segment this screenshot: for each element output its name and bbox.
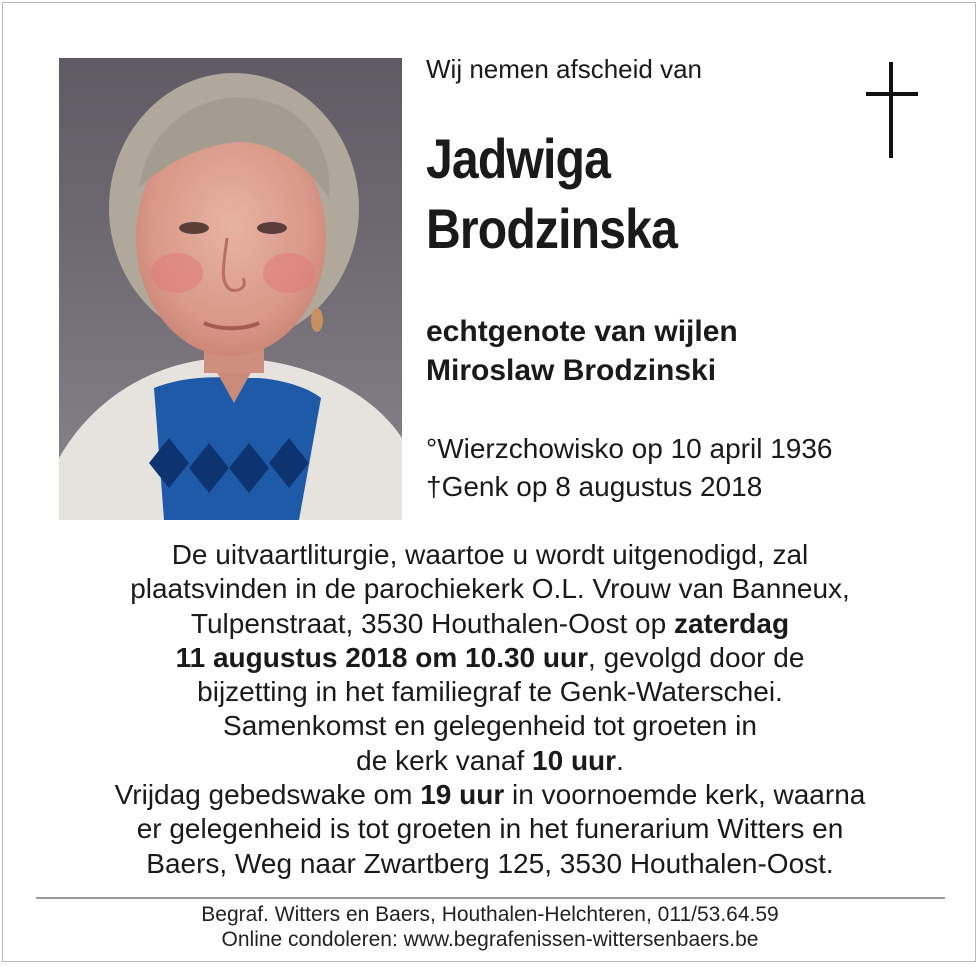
spouse-line-2: Miroslaw Brodzinski — [426, 354, 717, 387]
announcement-line: 11 augustus 2018 om 10.30 uur, gevolgd door de — [175, 641, 805, 673]
deceased-name — [426, 124, 677, 264]
footer — [40, 902, 940, 952]
announcement-line: De uitvaartliturgie, waartoe u wordt uitgenodigd, zal — [171, 539, 809, 570]
funeral-announcement — [40, 538, 940, 881]
death-line — [426, 468, 833, 506]
announcement-line: Baers, Weg naar Zwartberg 125, 3530 Houthalen-Oost. — [146, 847, 834, 879]
announcement-line: de kerk vanaf 10 uur. — [356, 744, 624, 776]
spouse-info — [426, 312, 738, 390]
last-name: Brodzinska — [426, 197, 677, 260]
portrait-illustration — [59, 58, 402, 520]
announcement-line: bijzetting in het familiegraf te Genk-Waterschei. — [197, 676, 783, 708]
dates — [426, 430, 833, 506]
greeting-time: 10 uur — [532, 744, 617, 776]
spouse-line-1: echtgenote van wijlen — [426, 315, 738, 348]
divider — [36, 897, 945, 899]
funeral-day: zaterdag — [673, 607, 790, 639]
funeral-datetime: 11 augustus 2018 om 10.30 uur — [175, 641, 589, 673]
first-name: Jadwiga — [426, 127, 611, 190]
portrait-photo — [59, 58, 402, 520]
announcement-line: er gelegenheid is tot groeten in het funerarium Witters en — [136, 813, 844, 845]
death-text: Genk op 8 augustus 2018 — [441, 471, 763, 502]
announcement-line: plaatsvinden in de parochiekerk O.L. Vrouw van Banneux, — [130, 573, 850, 605]
announcement-line: Tulpenstraat, 3530 Houthalen-Oost op zaterdag — [190, 607, 790, 639]
death-cross-icon: † — [426, 471, 442, 502]
wake-time: 19 uur — [420, 779, 505, 811]
latin-cross-icon — [862, 62, 922, 158]
birth-line: °Wierzchowisko op 10 april 1936 — [426, 433, 833, 464]
announcement-line: Vrijdag gebedswake om 19 uur in voornoemde kerk, waarna — [114, 779, 866, 811]
condolence-line: Online condoleren: www.begrafenissen-wittersenbaers.be — [221, 928, 759, 951]
announcement-line: Samenkomst en gelegenheid tot groeten in — [223, 710, 757, 742]
funeral-home-line: Begraf. Witters en Baers, Houthalen-Helchteren, 011/53.64.59 — [201, 903, 779, 926]
intro-text: Wij nemen afscheid van — [426, 54, 703, 84]
